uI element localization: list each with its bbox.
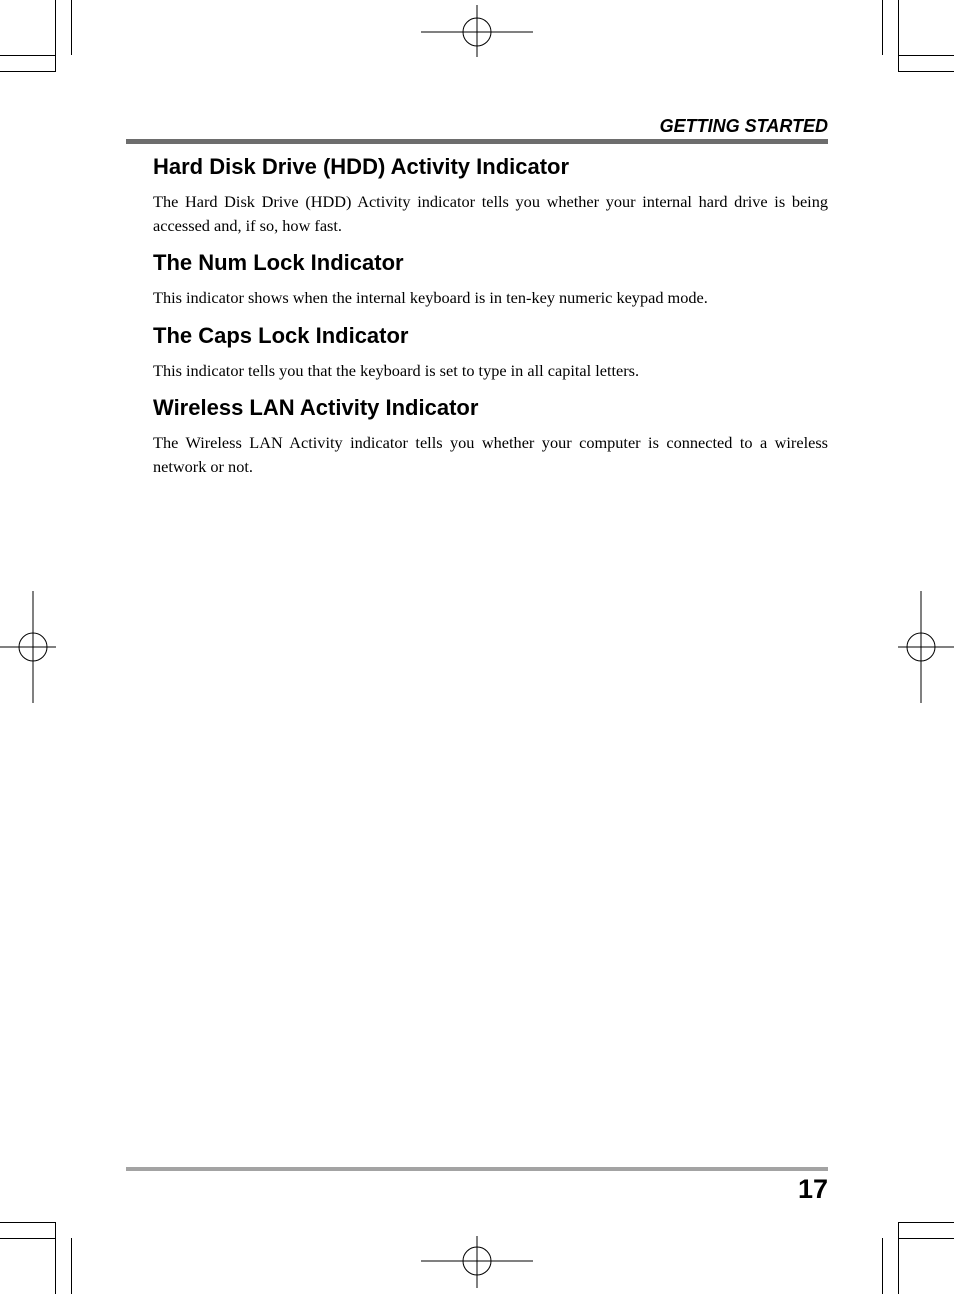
crop-mark — [899, 71, 954, 72]
section-num-lock-indicator — [153, 248, 828, 310]
section-caps-lock-indicator — [153, 321, 828, 383]
crop-mark — [71, 0, 72, 55]
section-body: This indicator shows when the internal keyboard is in ten-key numeric keypad mode. — [153, 288, 708, 307]
section-body: The Hard Disk Drive (HDD) Activity indicator tells you whether your internal hard drive is being accessed and, if so, how fast. — [153, 192, 828, 235]
crop-mark — [0, 1238, 55, 1239]
page-number: 17 — [797, 1174, 828, 1204]
crop-mark — [0, 71, 55, 72]
section-heading: Wireless LAN Activity Indicator — [153, 395, 479, 420]
section-body: This indicator tells you that the keyboard is set to type in all capital letters. — [153, 360, 640, 380]
crop-mark — [55, 0, 56, 72]
crop-mark — [899, 1238, 954, 1239]
crop-mark — [71, 1238, 72, 1294]
registration-mark-icon — [421, 1236, 533, 1288]
crop-mark — [882, 0, 883, 55]
crop-mark — [898, 0, 899, 72]
crop-mark — [898, 1222, 899, 1294]
running-head: GETTING STARTED — [659, 116, 828, 136]
crop-mark — [0, 1222, 55, 1223]
page-content — [153, 152, 828, 489]
section-heading: The Caps Lock Indicator — [153, 322, 409, 348]
crop-mark — [0, 55, 55, 56]
crop-mark — [55, 1222, 56, 1294]
section-heading: The Num Lock Indicator — [153, 250, 404, 275]
registration-mark-icon — [894, 591, 954, 703]
section-wireless-lan-indicator — [153, 393, 828, 478]
footer-rule — [126, 1167, 828, 1171]
registration-mark-icon — [421, 5, 533, 57]
crop-mark — [882, 1238, 883, 1294]
section-heading: Hard Disk Drive (HDD) Activity Indicator — [153, 154, 570, 179]
crop-mark — [899, 1222, 954, 1223]
section-hdd-indicator — [153, 152, 828, 237]
registration-mark-icon — [0, 591, 60, 703]
section-body: The Wireless LAN Activity indicator tells you whether your computer is connected to a wireless network or not. — [153, 433, 828, 476]
crop-mark — [899, 55, 954, 56]
header-rule — [126, 139, 828, 144]
